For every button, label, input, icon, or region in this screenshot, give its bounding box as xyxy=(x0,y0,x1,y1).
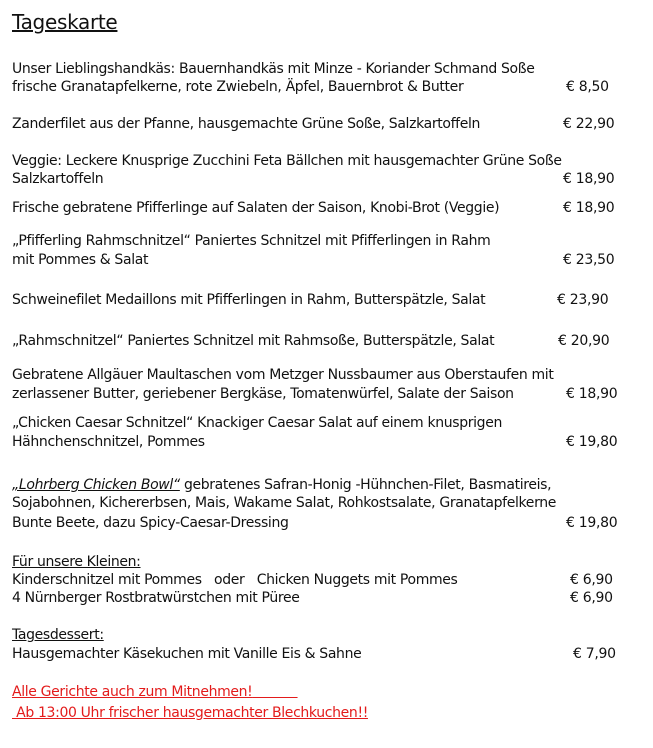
menu-item-schweinefilet-price: € 23,90 xyxy=(557,292,609,308)
note-takeaway-text: Alle Gerichte auch zum Mitnehmen! xyxy=(12,684,253,700)
page-title: Tageskarte xyxy=(12,10,118,34)
menu-item-bowl-line1-rest: gebratenes Safran-Honig -Hühnchen-Filet, Basmatireis, xyxy=(179,477,552,493)
menu-item-pfifferling-schnitzel-line1: „Pfifferling Rahmschnitzel“ Paniertes Schnitzel mit Pfifferlingen in Rahm xyxy=(12,233,491,249)
menu-item-veggie-line2: Salzkartoffeln xyxy=(12,171,104,187)
menu-item-maultaschen-line1: Gebratene Allgäuer Maultaschen vom Metzger Nussbaumer aus Oberstaufen mit xyxy=(12,367,554,383)
menu-item-handkaes-line1: Unser Lieblingshandkäs: Bauernhandkäs mit Minze - Koriander Schmand Soße xyxy=(12,61,535,77)
menu-item-zander-price: € 22,90 xyxy=(563,116,615,132)
menu-item-bowl-line3: Bunte Beete, dazu Spicy-Caesar-Dressing xyxy=(12,515,289,531)
note-takeaway xyxy=(12,683,298,701)
kids-item-1: Kinderschnitzel mit Pommes oder Chicken Nuggets mit Pommes xyxy=(12,572,458,588)
kids-item-1-price: € 6,90 xyxy=(570,572,613,588)
dessert-item-price: € 7,90 xyxy=(573,646,616,662)
menu-item-veggie-line1: Veggie: Leckere Knusprige Zucchini Feta Bällchen mit hausgemachter Grüne Soße xyxy=(12,153,562,169)
menu-item-schweinefilet-line1: Schweinefilet Medaillons mit Pfifferlingen in Rahm, Butterspätzle, Salat xyxy=(12,292,486,308)
menu-item-caesar-line1: „Chicken Caesar Schnitzel“ Knackiger Caesar Salat auf einem knusprigen xyxy=(12,415,502,431)
menu-item-veggie-price: € 18,90 xyxy=(563,171,615,187)
menu-item-handkaes-price: € 8,50 xyxy=(566,79,609,95)
menu-item-zander-line1: Zanderfilet aus der Pfanne, hausgemachte Grüne Soße, Salzkartoffeln xyxy=(12,116,481,132)
menu-item-bowl-price: € 19,80 xyxy=(566,515,618,531)
kids-item-2-price: € 6,90 xyxy=(570,590,613,606)
kids-item-2: 4 Nürnberger Rostbratwürstchen mit Püree xyxy=(12,590,300,606)
menu-item-pfifferlinge-price: € 18,90 xyxy=(563,200,615,216)
menu-item-pfifferlinge-line1: Frische gebratene Pfifferlinge auf Salaten der Saison, Knobi-Brot (Veggie) xyxy=(12,200,500,216)
menu-item-maultaschen-price: € 18,90 xyxy=(566,386,618,402)
menu-item-maultaschen-line2: zerlassener Butter, geriebener Bergkäse, Tomatenwürfel, Salate der Saison xyxy=(12,386,514,402)
menu-item-bowl-name: „Lohrberg Chicken Bowl“ xyxy=(12,477,180,493)
kids-heading: Für unsere Kleinen: xyxy=(12,554,141,570)
menu-item-pfifferling-schnitzel-price: € 23,50 xyxy=(563,252,615,268)
dessert-heading: Tagesdessert: xyxy=(12,627,104,643)
menu-item-caesar-price: € 19,80 xyxy=(566,434,618,450)
menu-item-bowl-line2: Sojabohnen, Kichererbsen, Mais, Wakame Salat, Rohkostsalate, Granatapfelkerne xyxy=(12,495,557,511)
menu-item-caesar-line2: Hähnchenschnitzel, Pommes xyxy=(12,434,205,450)
menu-item-handkaes-line2: frische Granatapfelkerne, rote Zwiebeln, Äpfel, Bauernbrot & Butter xyxy=(12,79,464,95)
dessert-item: Hausgemachter Käsekuchen mit Vanille Eis & Sahne xyxy=(12,646,362,662)
menu-item-pfifferling-schnitzel-line2: mit Pommes & Salat xyxy=(12,252,149,268)
note-takeaway-trail xyxy=(252,684,297,700)
menu-item-rahmschnitzel-line1: „Rahmschnitzel“ Paniertes Schnitzel mit Rahmsoße, Butterspätzle, Salat xyxy=(12,333,495,349)
menu-item-rahmschnitzel-price: € 20,90 xyxy=(558,333,610,349)
note-blechkuchen: Ab 13:00 Uhr frischer hausgemachter Blechkuchen!! xyxy=(12,705,368,721)
menu-item-bowl-line1 xyxy=(12,476,551,494)
